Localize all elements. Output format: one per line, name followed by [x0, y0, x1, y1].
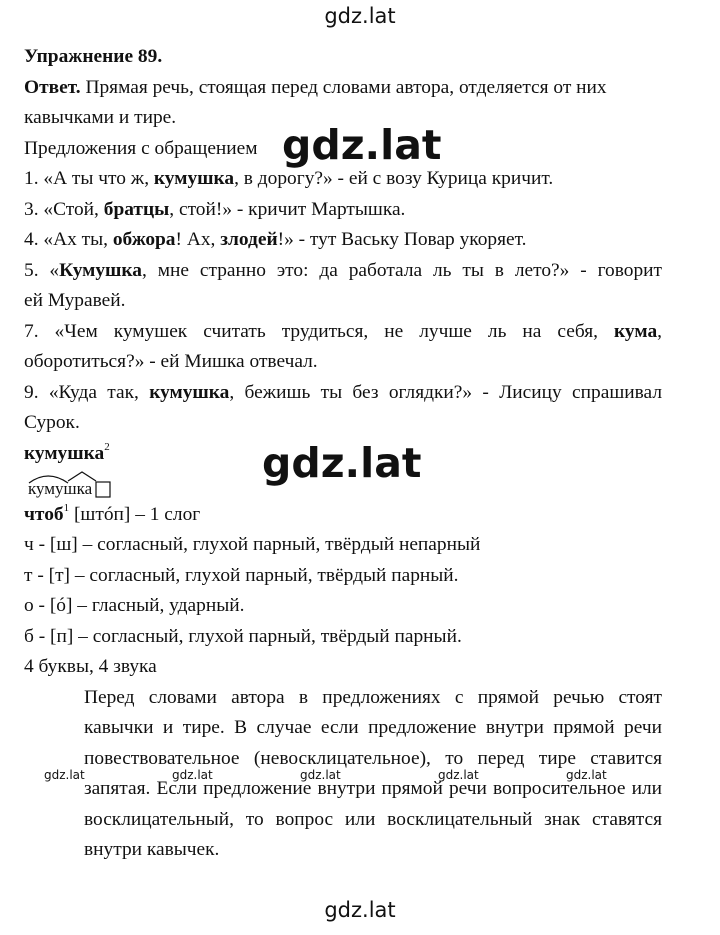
morpheme-word: кумушка	[28, 479, 93, 498]
sentence-1: 1. «А ты что ж, кумушка, в дорогу?» - ей с возу Курица кричит.	[24, 168, 554, 189]
watermark-large-2: gdz.lat	[262, 439, 422, 487]
sentence-9-cont: Сурок.	[24, 412, 80, 433]
section-heading: Предложения с обращением	[24, 137, 258, 159]
watermark-large-1: gdz.lat	[282, 121, 442, 169]
exercise-title: Упражнение 89.	[24, 46, 163, 67]
sentence-3: 3. «Стой, братцы, стой!» - кричит Мартышка.	[24, 198, 406, 220]
watermark-small-3: gdz.lat	[300, 768, 341, 782]
phonetic-summary: 4 буквы, 4 звука	[24, 656, 157, 677]
sentence-4: 4. «Ах ты, обжора! Ах, злодей!» - тут Ваську Повар укоряет.	[24, 229, 527, 250]
phonetic-line-2: т - [т] – согласный, глухой парный, твёрдый парный.	[24, 564, 459, 586]
rule-line: внутри кавычек.	[84, 839, 220, 860]
phonetic-line-3: о - [ó] – гласный, ударный.	[24, 595, 245, 616]
sentence-5: 5. «Кумушка, мне странно это: да работала ль ты в лето?» - говорит	[24, 259, 663, 281]
sentence-7-cont: оборотиться?» - ей Мишка отвечал.	[24, 351, 318, 372]
answer-label: Ответ.	[24, 76, 81, 98]
sentence-5-cont: ей Муравей.	[24, 290, 126, 311]
rule-line: Перед словами автора в предложениях с прямой речью стоят	[84, 686, 662, 708]
phonetic-line-1: ч - [ш] – согласный, глухой парный, твёрдый непарный	[24, 534, 481, 555]
answer-line-2: кавычками и тире.	[24, 107, 177, 128]
word-analysis-heading: кумушка$^2$	[24, 440, 110, 464]
watermark-small-5: gdz.lat	[566, 768, 607, 782]
rule-line: повествовательное (невосклицательное), то перед тире ставится	[84, 747, 662, 769]
phonetic-heading: чтоб$^1$ [штóп] – 1 слог	[24, 501, 201, 525]
morpheme-marks	[24, 469, 134, 499]
watermark-small-4: gdz.lat	[438, 768, 479, 782]
morpheme-diagram	[24, 469, 662, 500]
watermark-top: gdz.lat	[324, 4, 396, 28]
sentence-9: 9. «Куда так, кумушка, бежишь ты без оглядки?» - Лисицу спрашивал	[24, 381, 662, 403]
rule-line: запятая. Если предложение внутри прямой речи вопросительное или	[84, 778, 662, 799]
watermark-small-2: gdz.lat	[172, 768, 213, 782]
answer-line-1: Ответ. Прямая речь, стоящая перед словами автора, отделяется от них	[24, 76, 607, 98]
watermark-bottom: gdz.lat	[324, 898, 396, 922]
watermark-small-1: gdz.lat	[44, 768, 85, 782]
rule-line: кавычки и тире. В случае если предложение внутри прямой речи	[84, 717, 662, 738]
phonetic-line-4: б - [п] – согласный, глухой парный, твёрдый парный.	[24, 625, 462, 647]
rule-paragraph	[24, 683, 662, 866]
document-body	[24, 42, 662, 866]
rule-line: восклицательный, то вопрос или восклицательный знак ставятся	[84, 808, 662, 830]
sentence-7: 7. «Чем кумушек считать трудиться, не лучше ль на себя, кума,	[24, 320, 662, 342]
